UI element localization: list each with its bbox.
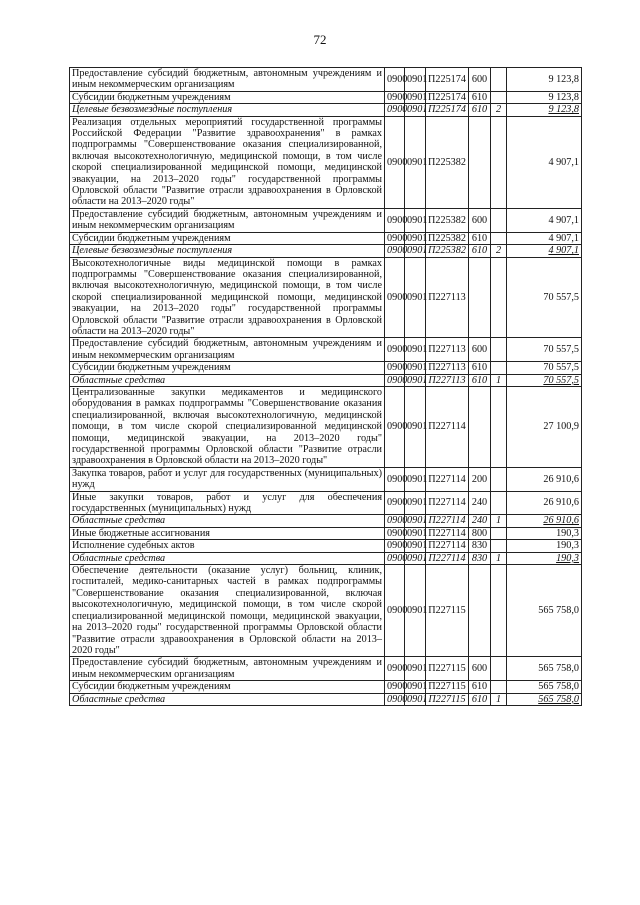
funding-source-cell — [491, 208, 507, 232]
section-code-cell: 0901 — [405, 68, 426, 92]
section-code-cell: 0901 — [405, 91, 426, 103]
section-code-cell: 0901 — [405, 104, 426, 116]
row-name-cell: Целевые безвозмездные поступления — [70, 104, 385, 116]
ministry-code-cell: 0900 — [385, 257, 405, 338]
target-article-cell: П225382 — [426, 232, 469, 244]
target-article-cell: П227114 — [426, 491, 469, 515]
row-name-cell: Предоставление субсидий бюджетным, автономным учреждениям и иным некоммерческим организациям — [70, 338, 385, 362]
target-article-cell: П225174 — [426, 104, 469, 116]
section-code-cell: 0901 — [405, 257, 426, 338]
target-article-cell: П225174 — [426, 68, 469, 92]
amount-cell: 70 557,5 — [507, 362, 582, 374]
amount-cell: 9 123,8 — [507, 68, 582, 92]
section-code-cell: 0901 — [405, 245, 426, 257]
expense-type-cell — [469, 386, 491, 467]
expense-type-cell: 610 — [469, 91, 491, 103]
target-article-cell: П227115 — [426, 565, 469, 657]
funding-source-cell: 1 — [491, 693, 507, 705]
amount-cell: 70 557,5 — [507, 338, 582, 362]
ministry-code-cell: 0900 — [385, 540, 405, 552]
funding-source-cell: 1 — [491, 515, 507, 527]
amount-cell: 565 758,0 — [507, 657, 582, 681]
ministry-code-cell: 0900 — [385, 208, 405, 232]
expense-type-cell — [469, 116, 491, 208]
amount-cell: 565 758,0 — [507, 693, 582, 705]
ministry-code-cell: 0900 — [385, 245, 405, 257]
table-row — [70, 565, 582, 657]
row-name-cell: Реализация отдельных мероприятий государственной программы Российской Федерации "Развитие здравоохранения" в рамках подпрограммы "Совершенствование оказания специализированной, включая высокотехнологичную, медицинской помощи, в том числе скорой специализированной медицинской помощи, медицинской эвакуации, на 2013–2020 годы" государственной программы Орловской области "Развитие отрасли здравоохранения в Орловской области на 2013–2020 годы" — [70, 116, 385, 208]
table-row — [70, 693, 582, 705]
funding-source-cell — [491, 527, 507, 539]
expense-type-cell: 830 — [469, 552, 491, 564]
funding-source-cell: 1 — [491, 552, 507, 564]
ministry-code-cell: 0900 — [385, 515, 405, 527]
expense-type-cell: 600 — [469, 68, 491, 92]
target-article-cell: П225382 — [426, 245, 469, 257]
table-row — [70, 91, 582, 103]
funding-source-cell — [491, 681, 507, 693]
table-row — [70, 104, 582, 116]
budget-table — [69, 67, 582, 706]
target-article-cell: П225382 — [426, 116, 469, 208]
ministry-code-cell: 0900 — [385, 681, 405, 693]
section-code-cell: 0901 — [405, 338, 426, 362]
table-row — [70, 362, 582, 374]
row-name-cell: Предоставление субсидий бюджетным, автономным учреждениям и иным некоммерческим организациям — [70, 657, 385, 681]
table-row — [70, 527, 582, 539]
ministry-code-cell: 0900 — [385, 116, 405, 208]
expense-type-cell: 610 — [469, 104, 491, 116]
target-article-cell: П225382 — [426, 208, 469, 232]
section-code-cell: 0901 — [405, 527, 426, 539]
amount-cell: 4 907,1 — [507, 232, 582, 244]
expense-type-cell: 610 — [469, 681, 491, 693]
table-row — [70, 515, 582, 527]
section-code-cell: 0901 — [405, 116, 426, 208]
funding-source-cell: 2 — [491, 245, 507, 257]
ministry-code-cell: 0900 — [385, 552, 405, 564]
amount-cell: 4 907,1 — [507, 116, 582, 208]
section-code-cell: 0901 — [405, 657, 426, 681]
table-row — [70, 257, 582, 338]
table-row — [70, 374, 582, 386]
expense-type-cell: 800 — [469, 527, 491, 539]
funding-source-cell — [491, 362, 507, 374]
ministry-code-cell: 0900 — [385, 386, 405, 467]
row-name-cell: Целевые безвозмездные поступления — [70, 245, 385, 257]
row-name-cell: Исполнение судебных актов — [70, 540, 385, 552]
section-code-cell: 0901 — [405, 232, 426, 244]
expense-type-cell: 200 — [469, 467, 491, 491]
section-code-cell: 0901 — [405, 374, 426, 386]
funding-source-cell — [491, 540, 507, 552]
row-name-cell: Областные средства — [70, 552, 385, 564]
section-code-cell: 0901 — [405, 386, 426, 467]
target-article-cell: П227115 — [426, 681, 469, 693]
ministry-code-cell: 0900 — [385, 565, 405, 657]
funding-source-cell — [491, 257, 507, 338]
funding-source-cell: 2 — [491, 104, 507, 116]
amount-cell: 565 758,0 — [507, 565, 582, 657]
table-row — [70, 245, 582, 257]
row-name-cell: Предоставление субсидий бюджетным, автономным учреждениям и иным некоммерческим организациям — [70, 208, 385, 232]
row-name-cell: Субсидии бюджетным учреждениям — [70, 681, 385, 693]
amount-cell: 190,3 — [507, 527, 582, 539]
row-name-cell: Централизованные закупки медикаментов и медицинского оборудования в рамках подпрограммы "Совершенствование оказания специализированной, включая высокотехнологичную, медицинской помощи, в том числе скорой специализированной медицинской помощи, медицинской эвакуации, на 2013–2020 годы" государственной программы Орловской области "Развитие отрасли здравоохранения в Орловской области на 2013–2020 годы" — [70, 386, 385, 467]
table-row — [70, 540, 582, 552]
ministry-code-cell: 0900 — [385, 467, 405, 491]
amount-cell: 4 907,1 — [507, 245, 582, 257]
expense-type-cell: 240 — [469, 491, 491, 515]
ministry-code-cell: 0900 — [385, 491, 405, 515]
row-name-cell: Областные средства — [70, 693, 385, 705]
expense-type-cell — [469, 257, 491, 338]
amount-cell: 190,3 — [507, 540, 582, 552]
expense-type-cell: 830 — [469, 540, 491, 552]
funding-source-cell — [491, 657, 507, 681]
target-article-cell: П227115 — [426, 657, 469, 681]
target-article-cell: П227114 — [426, 540, 469, 552]
ministry-code-cell: 0900 — [385, 693, 405, 705]
target-article-cell: П227114 — [426, 467, 469, 491]
expense-type-cell: 610 — [469, 232, 491, 244]
target-article-cell: П227113 — [426, 257, 469, 338]
ministry-code-cell: 0900 — [385, 232, 405, 244]
funding-source-cell: 1 — [491, 374, 507, 386]
table-row — [70, 208, 582, 232]
row-name-cell: Иные закупки товаров, работ и услуг для обеспечения государственных (муниципальных) нужд — [70, 491, 385, 515]
target-article-cell: П227115 — [426, 693, 469, 705]
ministry-code-cell: 0900 — [385, 362, 405, 374]
amount-cell: 70 557,5 — [507, 257, 582, 338]
table-row — [70, 232, 582, 244]
target-article-cell: П225174 — [426, 91, 469, 103]
ministry-code-cell: 0900 — [385, 91, 405, 103]
ministry-code-cell: 0900 — [385, 527, 405, 539]
funding-source-cell — [491, 386, 507, 467]
expense-type-cell: 610 — [469, 374, 491, 386]
table-row — [70, 491, 582, 515]
amount-cell: 70 557,5 — [507, 374, 582, 386]
amount-cell: 27 100,9 — [507, 386, 582, 467]
row-name-cell: Высокотехнологичные виды медицинской помощи в рамках подпрограммы "Совершенствование оказания специализированной, включая высокотехнологичную, медицинской помощи, в том числе скорой специализированной медицинской помощи, медицинской эвакуации, на 2013–2020 годы" государственной программы Орловской области "Развитие отрасли здравоохранения в Орловской области на 2013–2020 годы" — [70, 257, 385, 338]
expense-type-cell: 610 — [469, 245, 491, 257]
row-name-cell: Иные бюджетные ассигнования — [70, 527, 385, 539]
page-number: 72 — [313, 32, 327, 47]
section-code-cell: 0901 — [405, 515, 426, 527]
expense-type-cell: 240 — [469, 515, 491, 527]
row-name-cell: Обеспечение деятельности (оказание услуг) больниц, клиник, госпиталей, медико-санитарных частей в рамках подпрограммы "Совершенствование оказания специализированной, включая высокотехнологичную, медицинской помощи, в том числе скорой специализированной медицинской помощи, медицинской эвакуации, на 2013–2020 годы" государственной программы Орловской области "Развитие отрасли здравоохранения в Орловской области на 2013–2020 годы" — [70, 565, 385, 657]
section-code-cell: 0901 — [405, 681, 426, 693]
table-row — [70, 68, 582, 92]
expense-type-cell: 600 — [469, 657, 491, 681]
amount-cell: 26 910,6 — [507, 467, 582, 491]
table-row — [70, 467, 582, 491]
table-row — [70, 657, 582, 681]
target-article-cell: П227113 — [426, 338, 469, 362]
expense-type-cell: 610 — [469, 362, 491, 374]
amount-cell: 9 123,8 — [507, 91, 582, 103]
section-code-cell: 0901 — [405, 491, 426, 515]
amount-cell: 190,3 — [507, 552, 582, 564]
funding-source-cell — [491, 565, 507, 657]
amount-cell: 4 907,1 — [507, 208, 582, 232]
target-article-cell: П227114 — [426, 515, 469, 527]
expense-type-cell: 600 — [469, 338, 491, 362]
target-article-cell: П227114 — [426, 386, 469, 467]
expense-type-cell — [469, 565, 491, 657]
table-row — [70, 116, 582, 208]
row-name-cell: Закупка товаров, работ и услуг для государственных (муниципальных) нужд — [70, 467, 385, 491]
section-code-cell: 0901 — [405, 565, 426, 657]
target-article-cell: П227114 — [426, 552, 469, 564]
amount-cell: 565 758,0 — [507, 681, 582, 693]
row-name-cell: Областные средства — [70, 515, 385, 527]
section-code-cell: 0901 — [405, 467, 426, 491]
ministry-code-cell: 0900 — [385, 657, 405, 681]
ministry-code-cell: 0900 — [385, 338, 405, 362]
section-code-cell: 0901 — [405, 552, 426, 564]
row-name-cell: Субсидии бюджетным учреждениям — [70, 232, 385, 244]
row-name-cell: Субсидии бюджетным учреждениям — [70, 362, 385, 374]
ministry-code-cell: 0900 — [385, 68, 405, 92]
row-name-cell: Областные средства — [70, 374, 385, 386]
funding-source-cell — [491, 68, 507, 92]
target-article-cell: П227113 — [426, 362, 469, 374]
table-row — [70, 386, 582, 467]
funding-source-cell — [491, 491, 507, 515]
funding-source-cell — [491, 116, 507, 208]
row-name-cell: Субсидии бюджетным учреждениям — [70, 91, 385, 103]
amount-cell: 9 123,8 — [507, 104, 582, 116]
funding-source-cell — [491, 232, 507, 244]
table-row — [70, 552, 582, 564]
section-code-cell: 0901 — [405, 362, 426, 374]
expense-type-cell: 600 — [469, 208, 491, 232]
amount-cell: 26 910,6 — [507, 491, 582, 515]
amount-cell: 26 910,6 — [507, 515, 582, 527]
expense-type-cell: 610 — [469, 693, 491, 705]
row-name-cell: Предоставление субсидий бюджетным, автономным учреждениям и иным некоммерческим организациям — [70, 68, 385, 92]
target-article-cell: П227113 — [426, 374, 469, 386]
ministry-code-cell: 0900 — [385, 374, 405, 386]
target-article-cell: П227114 — [426, 527, 469, 539]
funding-source-cell — [491, 91, 507, 103]
ministry-code-cell: 0900 — [385, 104, 405, 116]
funding-source-cell — [491, 338, 507, 362]
section-code-cell: 0901 — [405, 208, 426, 232]
funding-source-cell — [491, 467, 507, 491]
table-row — [70, 681, 582, 693]
table-row — [70, 338, 582, 362]
section-code-cell: 0901 — [405, 540, 426, 552]
section-code-cell: 0901 — [405, 693, 426, 705]
